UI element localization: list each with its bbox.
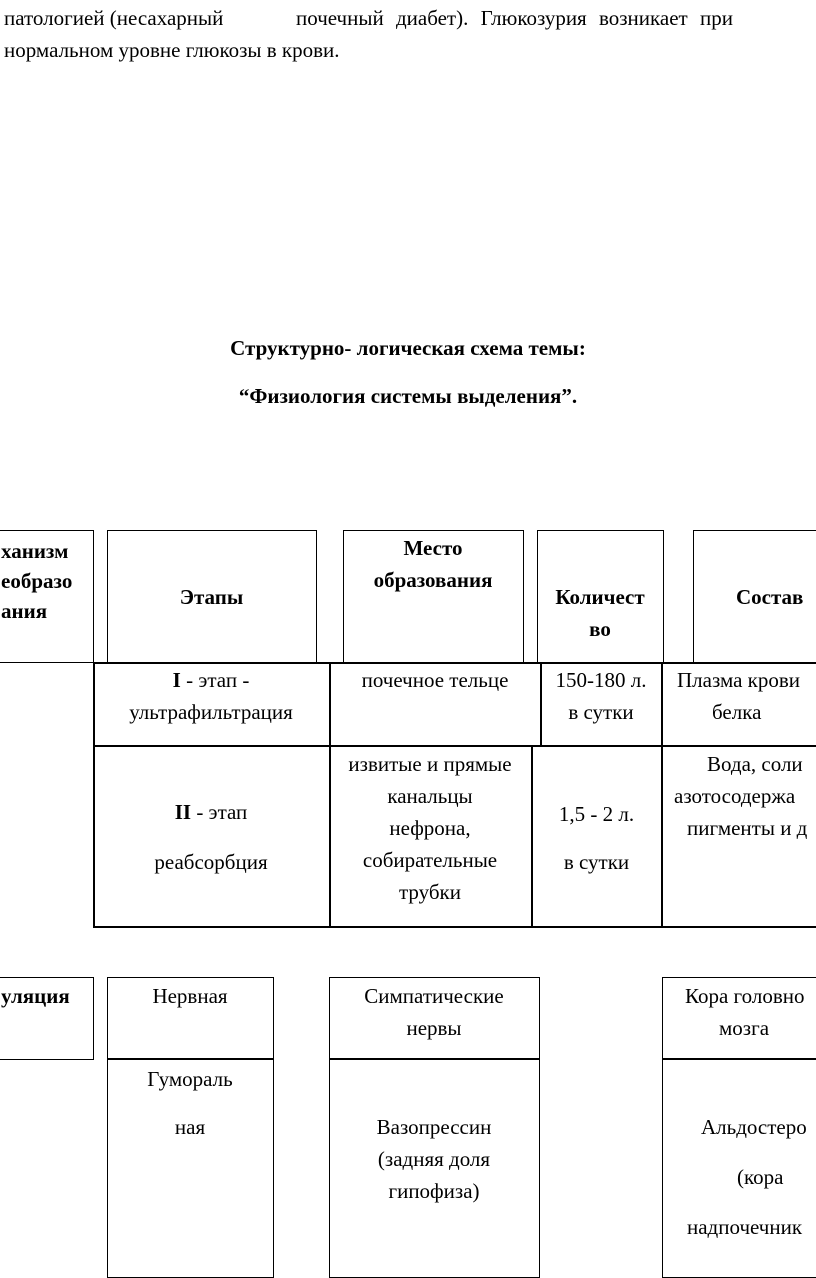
row1-quantity-unit: в сутки — [568, 700, 634, 724]
row2-place-1: извитые и прямые — [348, 752, 512, 776]
header-mechanism: ханизм еобразо ания — [0, 530, 94, 663]
table-line — [531, 745, 533, 927]
row2-composition-3: пигменты и д — [687, 816, 808, 840]
row2-stage: II - этап — [174, 800, 248, 824]
header-quantity: Количест во — [537, 530, 664, 663]
table-line — [93, 926, 816, 928]
table-line — [93, 745, 816, 747]
row2-place-3: нефрона, — [389, 816, 471, 840]
row2-composition-1: Вода, соли — [707, 752, 803, 776]
regulation-label-box: уляция — [0, 977, 94, 1060]
paragraph-line-2: нормальном уровне глюкозы в крови. — [4, 38, 340, 62]
table-line — [661, 662, 663, 927]
regulation-cortex-box: Кора головно мозга — [662, 977, 816, 1060]
row2-place-4: собирательные — [362, 848, 498, 872]
row2-place-5: трубки — [398, 880, 461, 904]
row2-composition-2: азотосодержа — [674, 784, 796, 808]
row1-quantity: 150-180 л. — [555, 668, 647, 692]
regulation-aldosterone-box: Альдостеро (кора надпочечник — [662, 1058, 816, 1278]
regulation-sympathetic-box: Симпатические нервы — [329, 977, 540, 1060]
row1-stage-name: ультрафильтрация — [129, 700, 293, 724]
scheme-title: Структурно- логическая схема темы: — [230, 336, 586, 360]
row1-composition-2: белка — [712, 700, 762, 724]
header-place: Место образования — [343, 530, 524, 663]
row1-place: почечное тельце — [361, 668, 509, 692]
header-composition: Состав — [693, 530, 816, 663]
regulation-vasopressin-box: Вазопрессин (задняя доля гипофиза) — [329, 1058, 540, 1278]
row2-place-2: канальцы — [387, 784, 473, 808]
row2-quantity-unit: в сутки — [563, 850, 630, 874]
regulation-humoral-box: Гумораль ная — [107, 1058, 274, 1278]
scheme-subtitle: “Физиология системы выделения”. — [238, 384, 578, 408]
header-stages: Этапы — [107, 530, 317, 663]
row1-composition: Плазма крови — [677, 668, 801, 692]
row1-stage: I - этап - — [172, 668, 250, 692]
regulation-nervous-box: Нервная — [107, 977, 274, 1060]
row2-stage-name: реабсорбция — [154, 850, 268, 874]
row2-quantity: 1,5 - 2 л. — [558, 802, 635, 826]
